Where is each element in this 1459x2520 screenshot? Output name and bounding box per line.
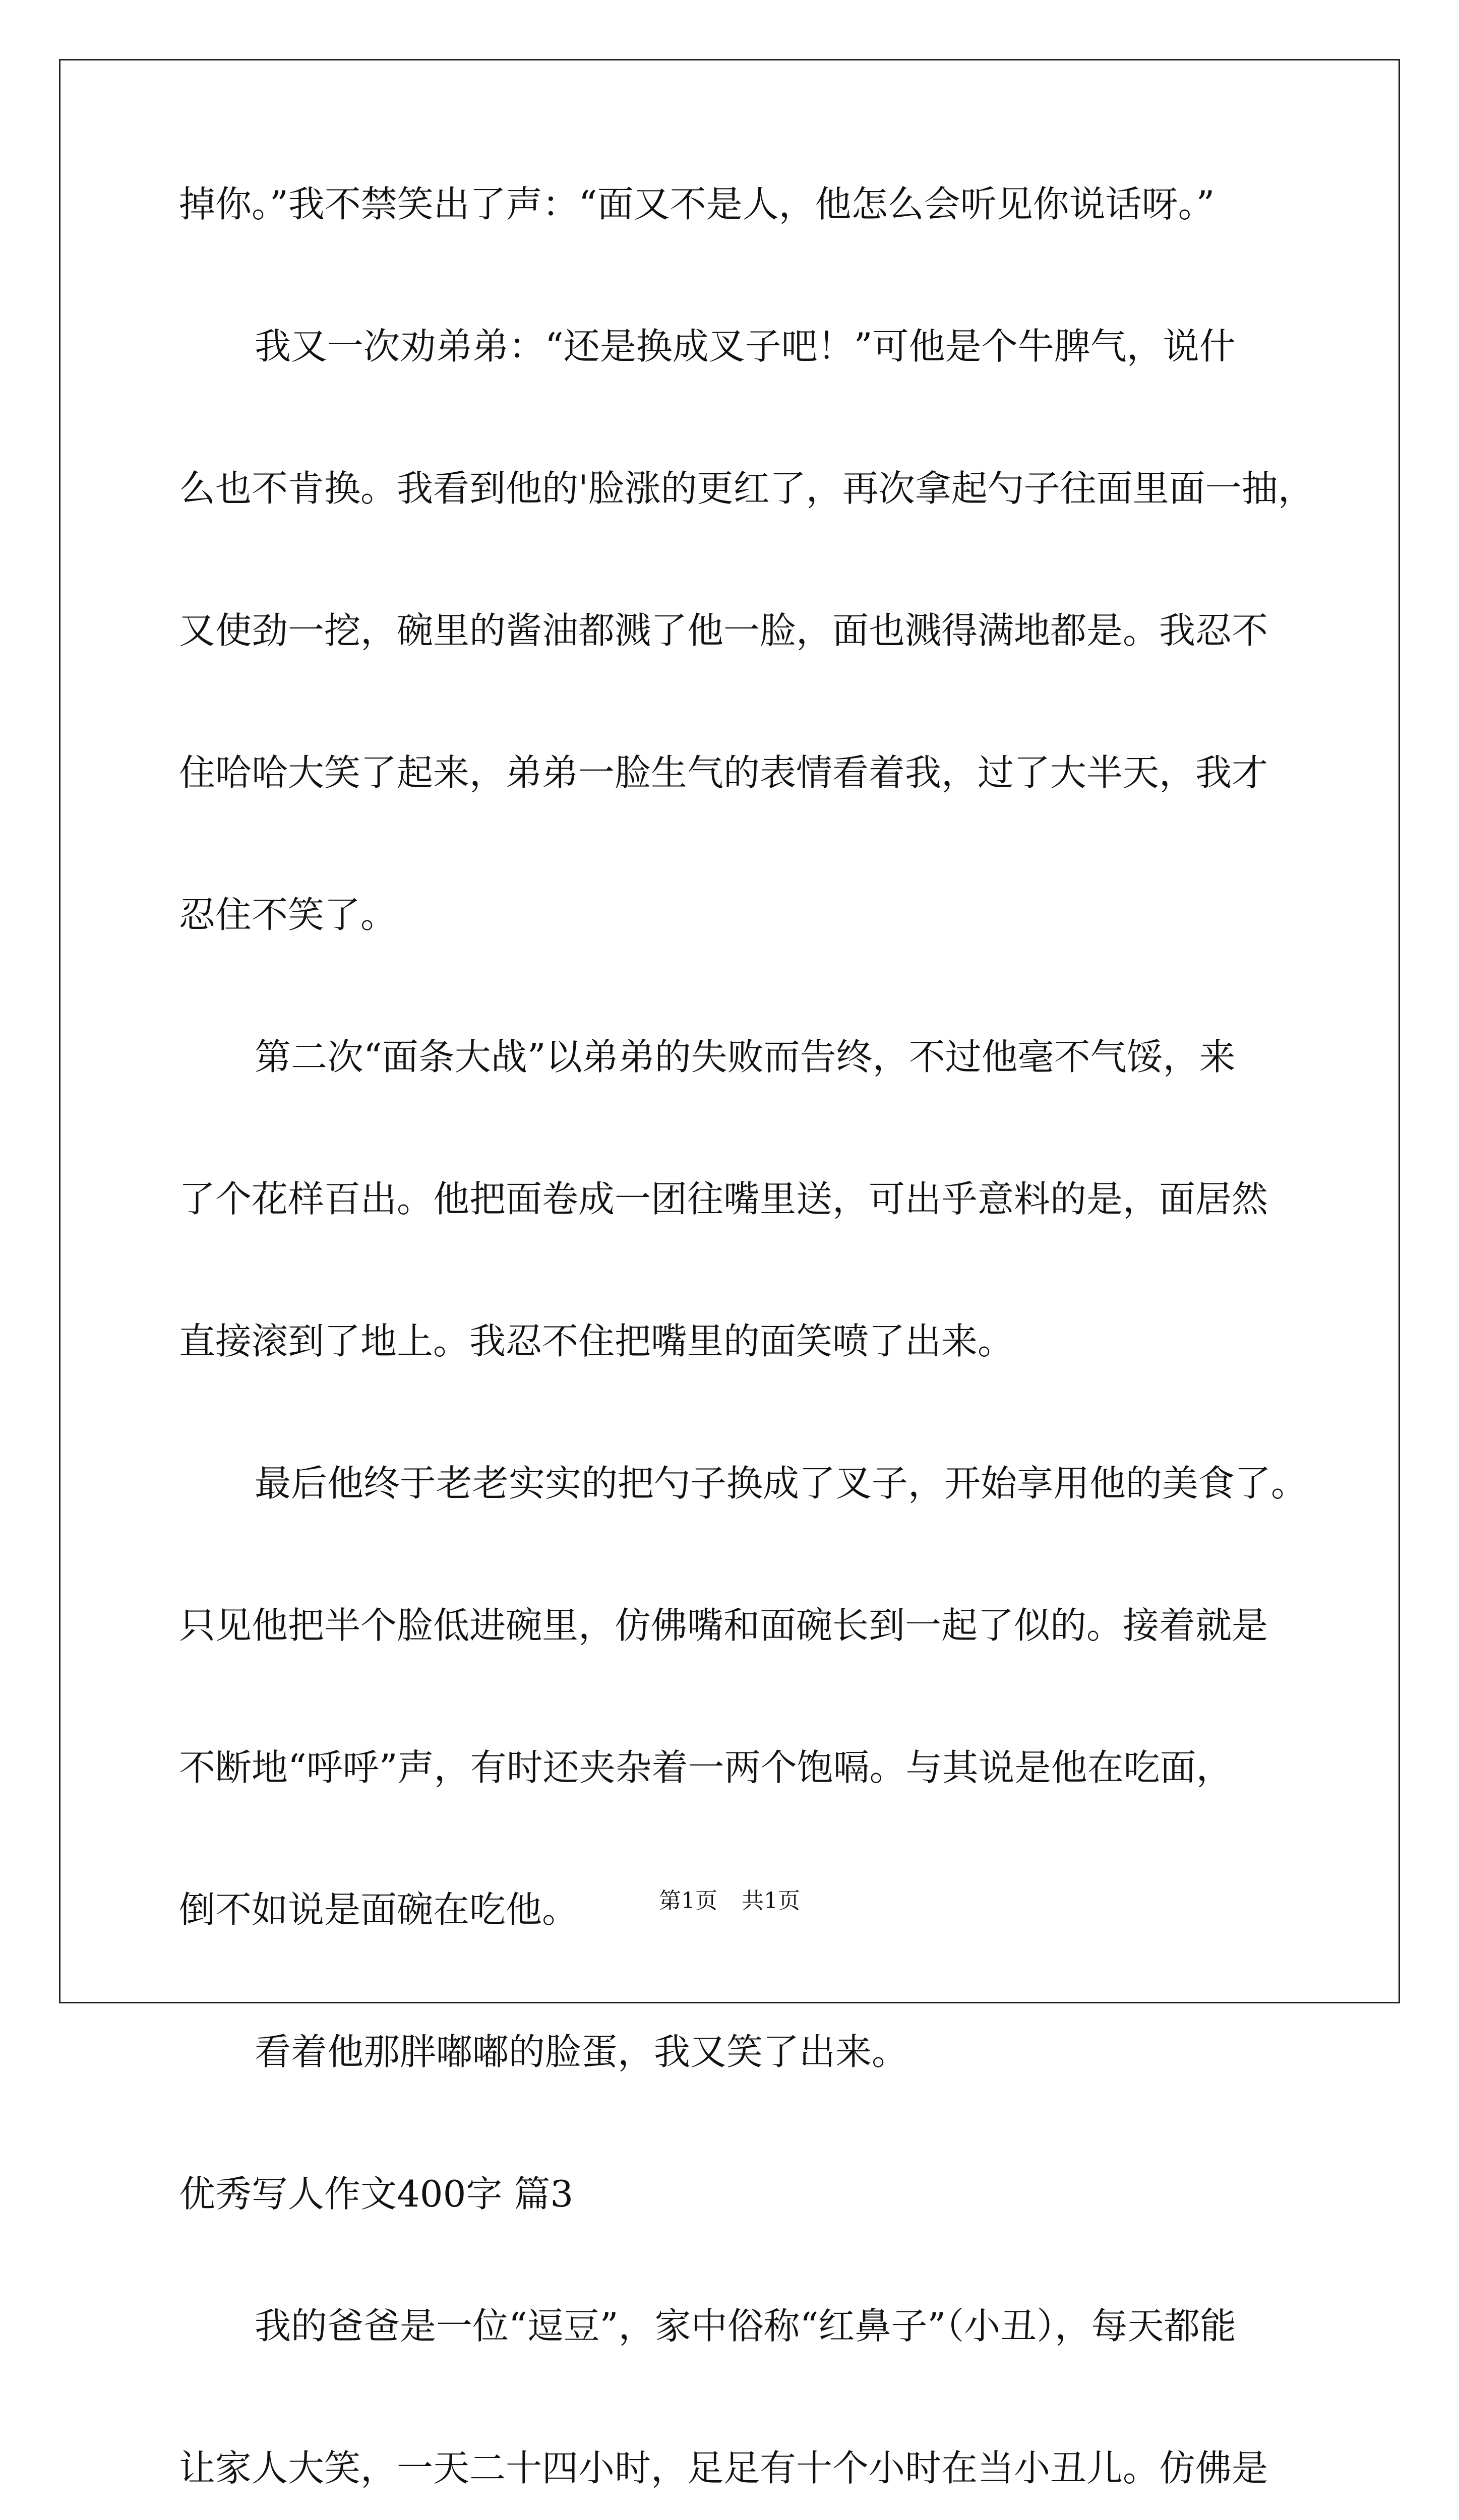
text-line: 只见他把半个脸低进碗里，仿佛嘴和面碗长到一起了似的。接着就是: [179, 1604, 1268, 1647]
text-line: 让家人大笑，一天二十四小时，足足有十个小时在当小丑儿。仿佛是: [179, 2447, 1268, 2489]
text-line: 我的爸爸是一位“逗豆”，家中俗称“红鼻子”（小丑），每天都能: [255, 2305, 1237, 2347]
section-heading: 优秀写人作文400字 篇3: [179, 2173, 574, 2215]
text-line: 我又一次劝弟弟：“还是换成叉子吧！”可他是个牛脾气，说什: [255, 325, 1236, 367]
page-total: 共1页: [742, 1888, 800, 1914]
text-line: 直接滚到了地上。我忍不住把嘴里的面笑喷了出来。: [179, 1320, 1014, 1362]
text-line: 忍住不笑了。: [179, 894, 397, 936]
text-line: 掉你。”我不禁笑出了声：“面又不是人，他怎么会听见你说话呀。”: [179, 183, 1215, 225]
text-line: 不断地“呼呼”声，有时还夹杂着一两个饱嗝。与其说是他在吃面，: [179, 1746, 1233, 1789]
page-footer: [0, 1882, 1459, 1915]
text-line: 又使劲一挖，碗里的酱油都溅了他一脸，面也溅得满地都是。我忍不: [179, 609, 1268, 652]
text-line: 倒不如说是面碗在吃他。: [179, 1888, 579, 1931]
text-line: 了个花样百出。他把面卷成一团往嘴里送，可出乎意料的是，面居然: [179, 1178, 1268, 1220]
page-number: 第1页: [659, 1888, 717, 1914]
text-line: 住哈哈大笑了起来，弟弟一脸生气的表情看着我，过了大半天，我才: [179, 751, 1268, 794]
document-body: [179, 166, 1314, 2520]
text-line: 最后他终于老老实实的把勺子换成了叉子，开始享用他的美食了。: [255, 1462, 1308, 1504]
text-line: 么也不肯换。我看到他的'脸涨的更红了，再次拿起勺子往面里面一抽，: [179, 467, 1314, 510]
text-line: 看着他那胖嘟嘟的脸蛋，我又笑了出来。: [255, 2031, 908, 2073]
text-line: 第二次“面条大战”以弟弟的失败而告终，不过他毫不气馁，来: [255, 1036, 1236, 1078]
